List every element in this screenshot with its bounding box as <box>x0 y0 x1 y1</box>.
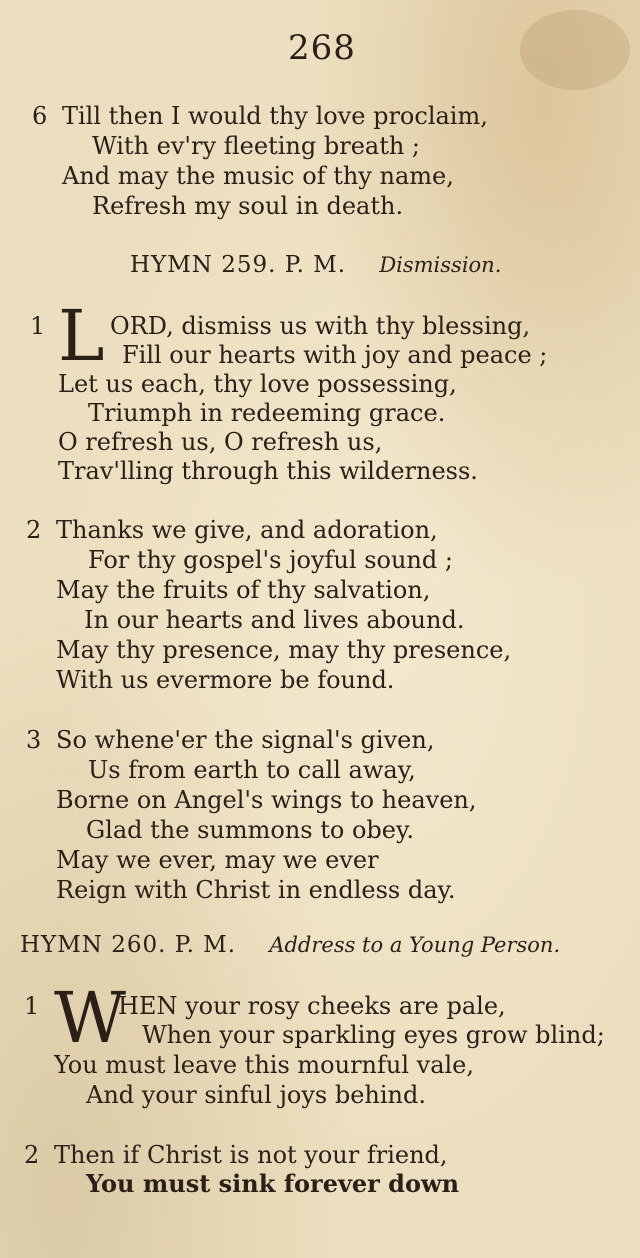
verse-line: Glad the summons to obey. <box>86 816 414 844</box>
verse-line: Reign with Christ in endless day. <box>56 876 456 904</box>
drop-cap: L <box>58 295 105 377</box>
verse-line: Till then I would thy love proclaim, <box>62 102 488 130</box>
verse-line: And may the music of thy name, <box>62 162 454 190</box>
verse-number: 1 <box>24 992 40 1020</box>
verse-line: Refresh my soul in death. <box>92 192 404 220</box>
verse-line: Fill our hearts with joy and peace ; <box>122 341 548 369</box>
stain-mark <box>520 10 630 90</box>
verse-line: So whene'er the signal's given, <box>56 726 435 754</box>
verse-line: Us from earth to call away, <box>88 756 416 784</box>
verse-line: You must sink forever down <box>86 1169 460 1198</box>
hymn-subtitle: Address to a Young Person. <box>269 933 561 957</box>
verse-line: With us evermore be found. <box>56 666 395 694</box>
hymn-title: HYMN 260. P. M. <box>20 932 237 958</box>
verse-line: Thanks we give, and adoration, <box>56 516 438 544</box>
verse-number: 1 <box>30 312 46 340</box>
verse-line: With ev'ry fleeting breath ; <box>92 132 421 160</box>
verse-line: May we ever, may we ever <box>56 846 379 874</box>
hymn-heading <box>20 932 560 958</box>
hymn-title: HYMN 259. P. M. <box>130 252 347 278</box>
verse-line: Triumph in redeeming grace. <box>88 399 446 427</box>
verse-line: In our hearts and lives abound. <box>84 606 465 634</box>
verse-line: Borne on Angel's wings to heaven, <box>56 786 477 814</box>
verse-line: ORD, dismiss us with thy blessing, <box>110 312 531 340</box>
verse-number: 2 <box>24 1141 40 1169</box>
verse-line: For thy gospel's joyful sound ; <box>88 546 453 574</box>
verse-line: And your sinful joys behind. <box>86 1081 426 1109</box>
verse-line: Let us each, thy love possessing, <box>58 370 457 398</box>
verse-line: When your sparkling eyes grow blind; <box>142 1021 605 1049</box>
verse-line: Trav'lling through this wilderness. <box>58 457 478 485</box>
verse-line: Then if Christ is not your friend, <box>54 1141 448 1169</box>
page-number: 268 <box>288 28 356 68</box>
verse-number: 3 <box>26 726 42 754</box>
hymn-subtitle: Dismission. <box>379 253 502 277</box>
verse-line: O refresh us, O refresh us, <box>58 428 383 456</box>
verse-line: May the fruits of thy salvation, <box>56 576 431 604</box>
verse-number: 6 <box>32 102 48 130</box>
verse-line: You must leave this mournful vale, <box>54 1051 475 1079</box>
hymn-heading <box>130 252 501 278</box>
verse-line: HEN your rosy cheeks are pale, <box>118 992 506 1020</box>
drop-cap: W <box>54 977 126 1059</box>
verse-line: May thy presence, may thy presence, <box>56 636 512 664</box>
verse-number: 2 <box>26 516 42 544</box>
